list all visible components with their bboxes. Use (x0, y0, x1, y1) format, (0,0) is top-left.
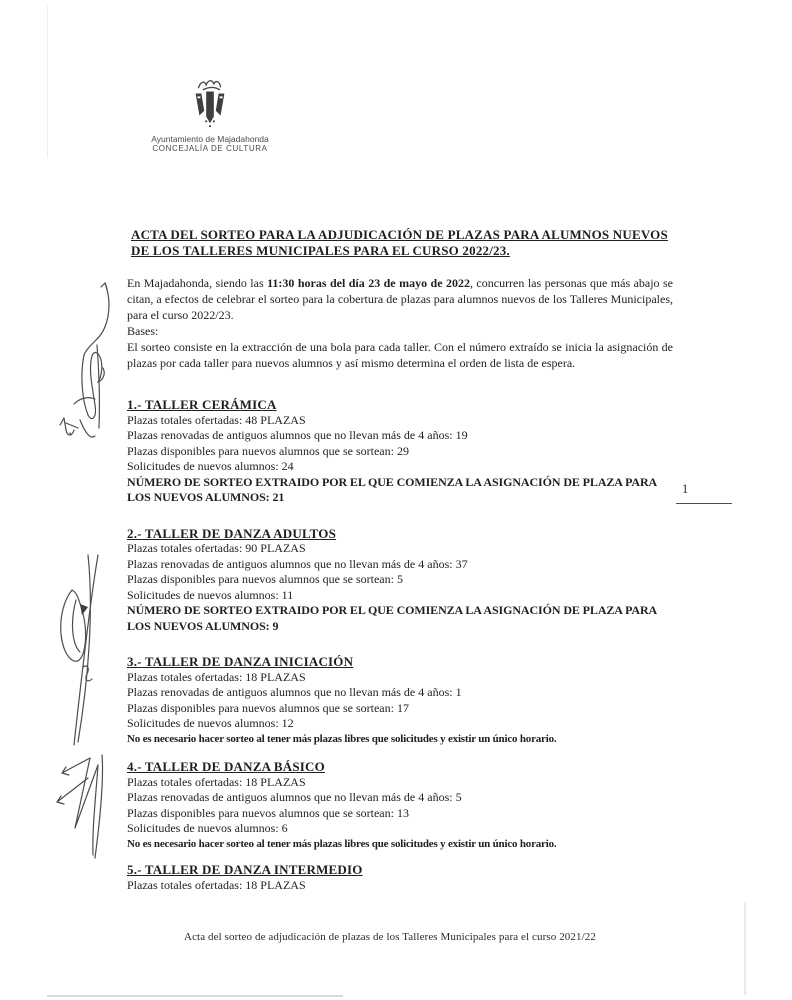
scan-edge-line-right (744, 903, 746, 995)
org-name: Ayuntamiento de Majadahonda (151, 134, 269, 144)
org-department: CONCEJALÍA DE CULTURA (152, 144, 268, 153)
signature-2 (50, 552, 110, 748)
intro-paragraph (127, 275, 673, 323)
sorteo-result-line: NÚMERO DE SORTEO EXTRAIDO POR EL QUE COMIENZA LA ASIGNACIÓN DE PLAZA PARA (127, 603, 658, 617)
signature-3 (52, 750, 110, 862)
sorteo-result-line: LOS NUEVOS ALUMNOS: 9 (127, 618, 279, 633)
info-line: Plazas totales ofertadas: 18 PLAZAS (127, 774, 306, 789)
info-line: Plazas totales ofertadas: 90 PLAZAS (127, 541, 306, 555)
info-line: Plazas disponibles para nuevos alumnos que se sortean: 17 (127, 700, 409, 715)
bases-label: Bases: (127, 324, 159, 338)
info-line: Plazas totales ofertadas: 18 PLAZAS (127, 877, 306, 892)
section-taller-danza-iniciacion (127, 654, 673, 747)
section-taller-danza-basico (127, 759, 673, 852)
document-title: ACTA DEL SORTEO PARA LA ADJUDICACIÓN DE PLAZAS PARA ALUMNOS NUEVOS DE LOS TALLERES MUNICIPALES PARA EL CURSO 2022/23. (131, 227, 668, 258)
section-heading: 2.- TALLER DE DANZA ADULTOS (127, 525, 337, 541)
section-taller-danza-adultos (127, 526, 673, 635)
info-line: Solicitudes de nuevos alumnos: 12 (127, 716, 294, 730)
scan-edge-line-bottom (47, 995, 343, 997)
info-line: Solicitudes de nuevos alumnos: 11 (127, 587, 294, 602)
page-number: 1 (682, 482, 689, 496)
info-line: Plazas renovadas de antiguos alumnos que no llevan más de 4 años: 37 (127, 556, 468, 571)
info-line: Plazas totales ofertadas: 18 PLAZAS (127, 669, 306, 684)
info-line: Plazas disponibles para nuevos alumnos que se sortean: 5 (127, 572, 403, 586)
info-line: Plazas renovadas de antiguos alumnos que no llevan más de 4 años: 5 (127, 790, 462, 804)
section-heading: 1.- TALLER CERÁMICA (127, 397, 277, 412)
info-line: Plazas renovadas de antiguos alumnos que no llevan más de 4 años: 1 (127, 685, 462, 699)
sorteo-result-line: LOS NUEVOS ALUMNOS: 21 (127, 490, 285, 504)
section-taller-danza-intermedio (127, 862, 673, 893)
no-sorteo-note: No es necesario hacer sorteo al tener más plazas libres que solicitudes y existir un único horario. (127, 732, 557, 745)
intro-text: En Majadahonda, siendo las (127, 276, 268, 290)
section-heading: 5.- TALLER DE DANZA INTERMEDIO (127, 862, 363, 877)
signature-1 (52, 272, 112, 444)
info-line: Solicitudes de nuevos alumnos: 24 (127, 459, 294, 473)
info-line: Plazas disponibles para nuevos alumnos que se sortean: 13 (127, 805, 409, 820)
document-body (127, 227, 673, 893)
majadahonda-crest-icon (186, 78, 234, 132)
section-heading: 3.- TALLER DE DANZA INICIACIÓN (127, 654, 354, 669)
info-line: Solicitudes de nuevos alumnos: 6 (127, 821, 288, 835)
letterhead (120, 78, 300, 154)
bases-text: El sorteo consiste en la extracción de una bola para cada taller. Con el número extraído se inicia la asignación de plazas por cada taller para nuevos alumnos y así mismo determina el orden de lista de espera. (127, 340, 673, 370)
footer-text: Acta del sorteo de adjudicación de plazas de los Talleres Municipales para el curso 2021/22 (184, 931, 596, 943)
section-taller-ceramica (127, 397, 673, 506)
intro-block (127, 275, 673, 371)
section-heading: 4.- TALLER DE DANZA BÁSICO (127, 759, 325, 774)
page-number-underline (676, 503, 732, 504)
intro-datetime: 11:30 horas del día 23 de mayo de 2022 (267, 276, 470, 290)
scan-edge-line-left (47, 6, 48, 158)
no-sorteo-note: No es necesario hacer sorteo al tener más plazas libres que solicitudes y existir un único horario. (127, 837, 557, 850)
intro-text-cont: , concurren las personas que más abajo se citan, a efectos de celebrar el sorteo para la cobertura de plazas para alumnos nuevos de los Talleres Municipales, para el curso 2022/23. (127, 276, 673, 322)
info-line: Plazas renovadas de antiguos alumnos que no llevan más de 4 años: 19 (127, 428, 468, 442)
info-line: Plazas totales ofertadas: 48 PLAZAS (127, 412, 306, 427)
info-line: Plazas disponibles para nuevos alumnos que se sortean: 29 (127, 443, 409, 458)
sorteo-result-line: NÚMERO DE SORTEO EXTRAIDO POR EL QUE COMIENZA LA ASIGNACIÓN DE PLAZA PARA (127, 474, 658, 489)
